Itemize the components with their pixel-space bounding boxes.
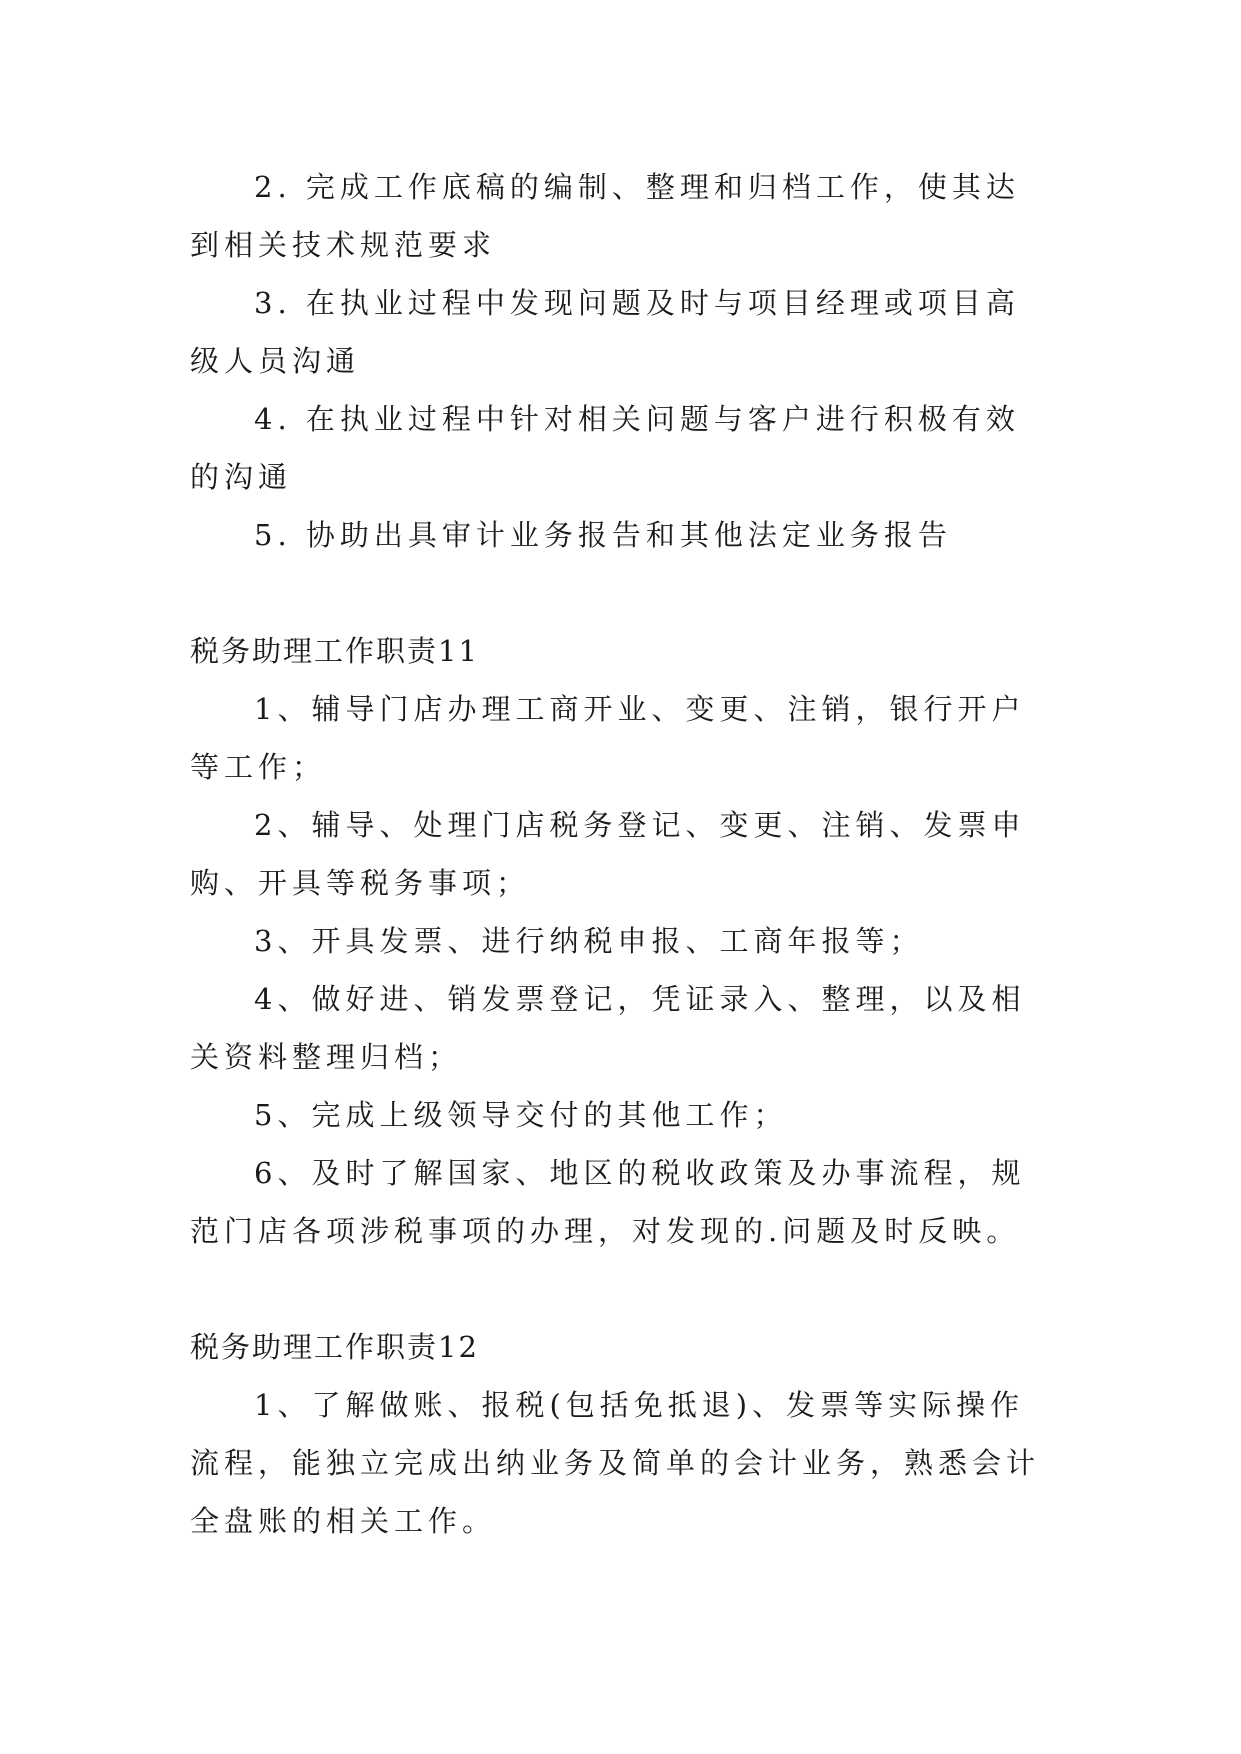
duty-item: 5. 协助出具审计业务报告和其他法定业务报告 [254, 518, 952, 552]
section-heading: 税务助理工作职责12 [190, 1330, 479, 1364]
section-heading: 税务助理工作职责11 [190, 634, 479, 668]
duty-item: 3. 在执业过程中发现问题及时与项目经理或项目高级人员沟通 [190, 286, 1020, 378]
duty-item: 6、及时了解国家、地区的税收政策及办事流程，规范门店各项涉税事项的办理，对发现的.问题及时反映。 [190, 1156, 1026, 1248]
duty-item: 1、了解做账、报税(包括免抵退)、发票等实际操作流程，能独立完成出纳业务及简单的会计业务，熟悉会计全盘账的相关工作。 [190, 1388, 1041, 1538]
duty-item: 1、辅导门店办理工商开业、变更、注销，银行开户等工作； [190, 692, 1026, 784]
duty-item: 4、做好进、销发票登记，凭证录入、整理，以及相关资料整理归档； [190, 982, 1026, 1074]
duty-item: 3、开具发票、进行纳税申报、工商年报等； [254, 924, 924, 958]
section-spacer [190, 564, 1052, 622]
document-body [190, 158, 1052, 1550]
duty-item: 4. 在执业过程中针对相关问题与客户进行积极有效的沟通 [190, 402, 1020, 494]
duty-item: 5、完成上级领导交付的其他工作； [254, 1098, 788, 1132]
duty-item: 2、辅导、处理门店税务登记、变更、注销、发票申购、开具等税务事项； [190, 808, 1026, 900]
section-spacer [190, 1260, 1052, 1318]
duty-item: 2. 完成工作底稿的编制、整理和归档工作，使其达到相关技术规范要求 [190, 170, 1020, 262]
